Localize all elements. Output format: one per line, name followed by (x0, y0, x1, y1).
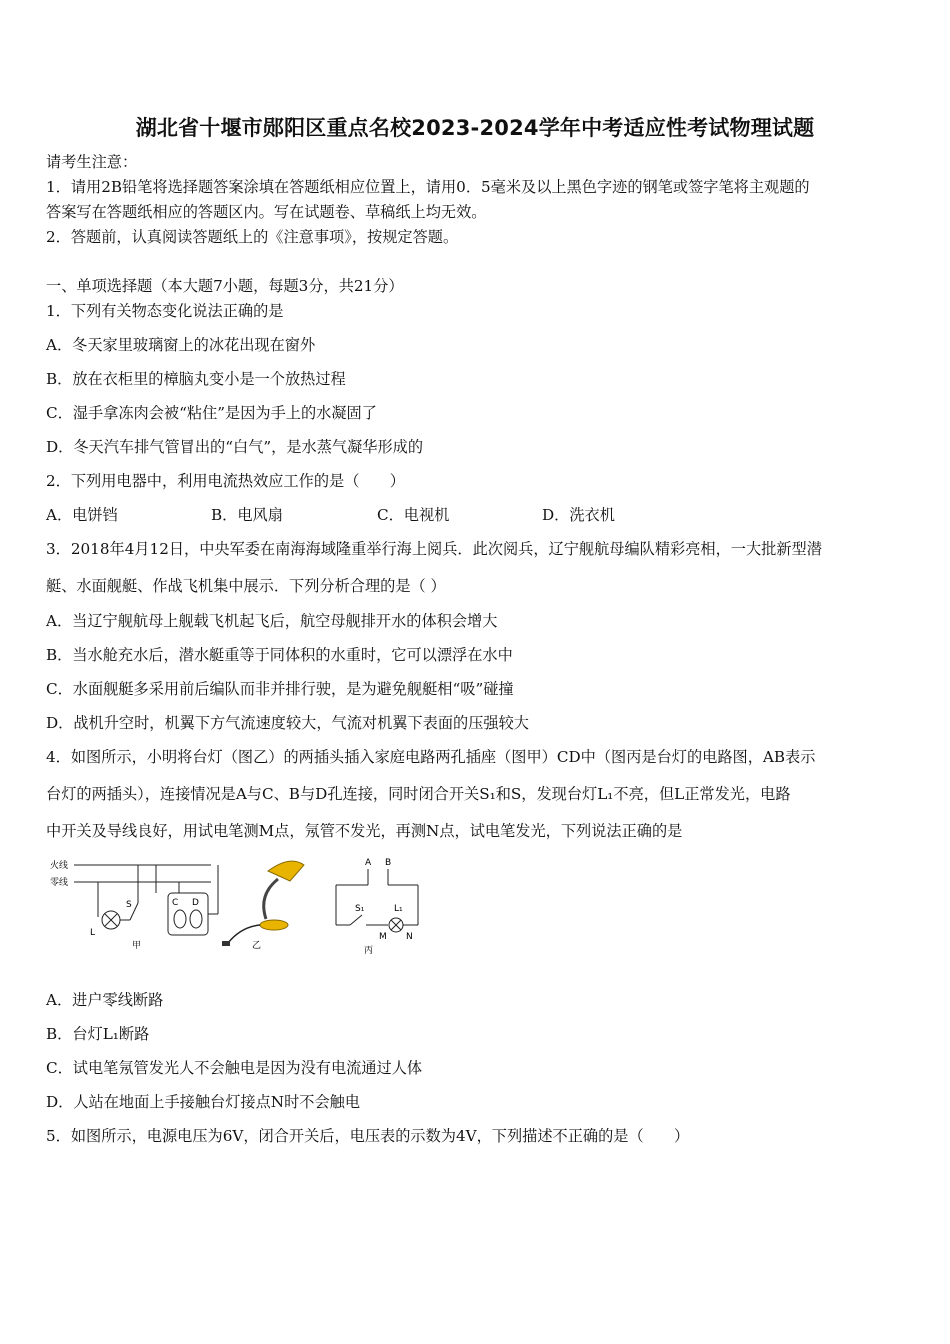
q4-option-a: A．进户零线断路 (46, 991, 164, 1009)
label-fig-bing: 丙 (364, 946, 374, 956)
q3-stem-line-2: 艇、水面舰艇、作战飞机集中展示．下列分析合理的是（ ） (46, 577, 446, 595)
label-lamp-l: L (90, 928, 96, 938)
q4-stem-line-2: 台灯的两插头），连接情况是A与C、B与D孔连接，同时闭合开关S₁和S，发现台灯L₁不亮，但L正常发光，电路 (46, 785, 791, 803)
q1-option-c: C．湿手拿冻肉会被“粘住”是因为手上的水凝固了 (46, 404, 377, 422)
label-lamp-l1: L₁ (394, 904, 403, 914)
circuit-diagram (46, 855, 446, 965)
notice-heading: 请考生注意： (46, 153, 138, 171)
section-heading: 一、单项选择题（本大题7小题，每题3分，共21分） (46, 277, 404, 295)
q2-option-c: C．电视机 (377, 506, 450, 524)
label-switch-s1: S₁ (355, 904, 365, 914)
q2-option-a: A．电饼铛 (46, 506, 118, 524)
q1-option-a: A．冬天家里玻璃窗上的冰花出现在窗外 (46, 336, 316, 354)
q1-option-d: D．冬天汽车排气管冒出的“白气”，是水蒸气凝华形成的 (46, 438, 424, 456)
q5-stem: 5．如图所示，电源电压为6V，闭合开关后，电压表的示数为4V，下列描述不正确的是（ ） (46, 1127, 690, 1145)
notice-item-1-line-1: 1．请用2B铅笔将选择题答案涂填在答题纸相应位置上，请用0．5毫米及以上黑色字迹的钢笔或签字笔将主观题的 (46, 178, 810, 196)
label-plug-b: B (385, 858, 392, 868)
q3-stem-line-1: 3．2018年4月12日，中央军委在南海海域隆重举行海上阅兵．此次阅兵，辽宁舰航母编队精彩亮相，一大批新型潜 (46, 540, 822, 558)
q2-option-b: B．电风扇 (211, 506, 283, 524)
q4-stem-line-1: 4．如图所示，小明将台灯（图乙）的两插头插入家庭电路两孔插座（图甲）CD中（图丙是台灯的电路图，AB表示 (46, 748, 816, 766)
q3-option-d: D．战机升空时，机翼下方气流速度较大，气流对机翼下表面的压强较大 (46, 714, 529, 732)
q3-option-b: B．当水舱充水后，潜水艇重等于同体积的水重时，它可以漂浮在水中 (46, 646, 513, 664)
label-switch-s: S (126, 900, 132, 910)
label-point-m: M (379, 932, 387, 942)
label-fire-wire: 火线 (50, 861, 69, 871)
label-point-n: N (406, 932, 413, 942)
q2-option-d: D．洗衣机 (542, 506, 615, 524)
q1-option-b: B．放在衣柜里的樟脑丸变小是一个放热过程 (46, 370, 346, 388)
q4-circuit-figure (46, 855, 446, 965)
q3-option-c: C．水面舰艇多采用前后编队而非并排行驶，是为避免舰艇相“吸”碰撞 (46, 680, 514, 698)
q4-stem-line-3: 中开关及导线良好，用试电笔测M点，氖管不发光，再测N点，试电笔发光，下列说法正确的是 (46, 822, 683, 840)
q2-options (46, 504, 846, 526)
notice-item-2: 2．答题前，认真阅读答题纸上的《注意事项》，按规定答题。 (46, 228, 459, 246)
q3-option-a: A．当辽宁舰航母上舰载飞机起飞后，航空母舰排开水的体积会增大 (46, 612, 498, 630)
label-plug-a: A (365, 858, 372, 868)
label-fig-jia: 甲 (132, 941, 142, 951)
label-socket-d: D (192, 898, 199, 908)
desk-lamp-icon (222, 861, 304, 946)
q4-option-c: C．试电笔氖管发光人不会触电是因为没有电流通过人体 (46, 1059, 423, 1077)
label-socket-c: C (172, 898, 179, 908)
q2-stem: 2．下列用电器中，利用电流热效应工作的是（ ） (46, 472, 405, 490)
q4-option-b: B．台灯L₁断路 (46, 1025, 150, 1043)
q4-option-d: D．人站在地面上手接触台灯接点N时不会触电 (46, 1093, 361, 1111)
notice-item-1-line-2: 答案写在答题纸相应的答题区内。写在试题卷、草稿纸上均无效。 (46, 203, 487, 221)
label-neutral-wire: 零线 (50, 878, 69, 888)
label-fig-yi: 乙 (252, 941, 262, 951)
q1-stem: 1．下列有关物态变化说法正确的是 (46, 302, 284, 320)
page-title: 湖北省十堰市郧阳区重点名校2023-2024学年中考适应性考试物理试题 (135, 116, 815, 140)
